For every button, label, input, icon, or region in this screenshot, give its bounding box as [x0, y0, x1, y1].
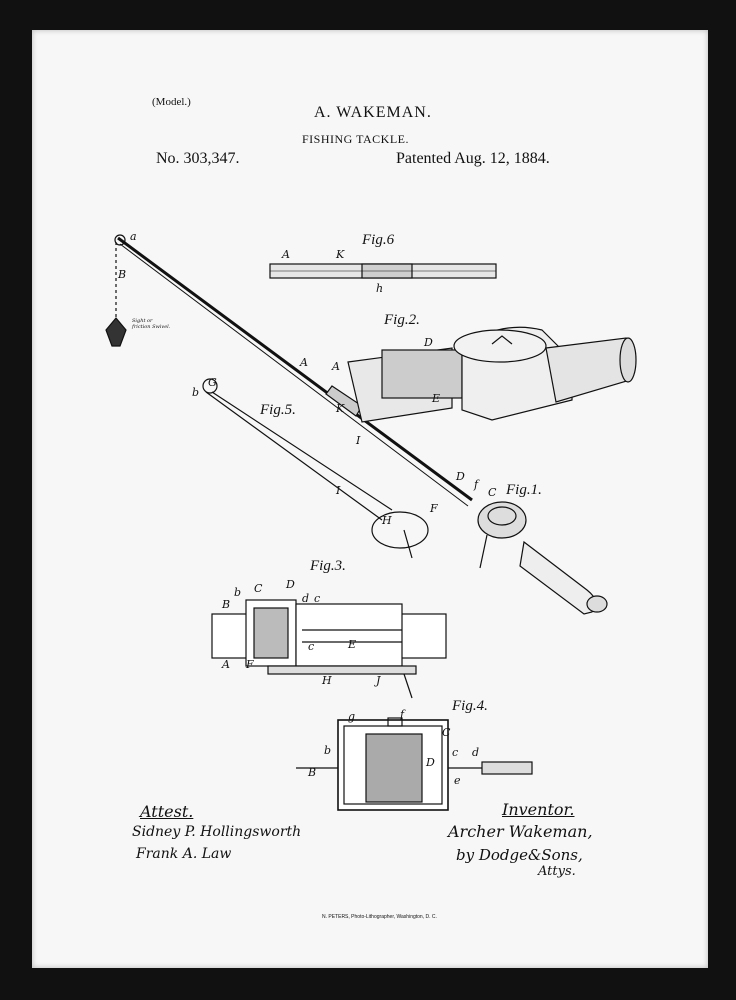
label-E-fig2: E: [432, 392, 441, 405]
label-I-fig5: I: [336, 484, 341, 497]
label-C-fig3: C: [254, 582, 263, 595]
patent-title: FISHING TACKLE.: [302, 132, 409, 146]
label-D-fig4: D: [426, 756, 435, 769]
label-B: B: [118, 268, 127, 281]
label-A-fig2: A: [332, 360, 340, 373]
label-C-fig4: C: [442, 726, 451, 739]
label-f-fig1: f: [474, 478, 479, 491]
inventor-name: A. WAKEMAN.: [314, 104, 432, 121]
fig4-caption: Fig.4.: [452, 698, 488, 714]
inventor-heading: Inventor.: [502, 800, 575, 819]
witness-signature-1: Sidney P. Hollingsworth: [132, 824, 302, 840]
fig4-drawing: [296, 718, 532, 810]
fig3-caption: Fig.3.: [310, 558, 346, 574]
label-f-fig4: f: [400, 708, 405, 721]
label-d-fig3: d: [302, 592, 310, 605]
fig6-drawing: [270, 264, 496, 278]
attest-heading: Attest.: [140, 802, 194, 821]
label-c-fig3-top: c: [314, 592, 321, 605]
label-K-fig6: K: [336, 248, 345, 261]
fig5-caption: Fig.5.: [260, 402, 296, 418]
attorneys-label: Attys.: [538, 864, 576, 879]
label-D-fig1: D: [456, 470, 465, 483]
label-e-fig4: e: [454, 774, 461, 787]
model-label: (Model.): [152, 96, 191, 108]
label-d-fig4: d: [472, 746, 480, 759]
label-A-rod: A: [300, 356, 308, 369]
label-b-fig5: b: [192, 386, 200, 399]
label-H-fig3: H: [322, 674, 332, 687]
label-I-rod: I: [356, 434, 361, 447]
patent-date: Patented Aug. 12, 1884.: [396, 150, 550, 167]
patent-number: No. 303,347.: [156, 150, 240, 167]
label-h: h: [376, 282, 384, 295]
patent-sheet: [32, 30, 708, 968]
inventor-signature: Archer Wakeman,: [448, 822, 593, 841]
label-G: G: [208, 376, 217, 389]
witness-signature-2: Frank A. Law: [136, 846, 232, 862]
label-J-fig3: J: [376, 674, 381, 687]
attorney-signature: by Dodge&Sons,: [456, 846, 583, 864]
fig2-drawing: [348, 327, 636, 422]
label-A-fig6: A: [282, 248, 290, 261]
fig1-caption: Fig.1.: [506, 482, 542, 498]
label-F-fig3: F: [246, 658, 254, 671]
label-C-fig1: C: [488, 486, 497, 499]
fishing-rod-drawing: [106, 235, 607, 614]
label-b-fig4: b: [324, 744, 332, 757]
label-B-fig3: B: [222, 598, 231, 611]
label-D-fig3: D: [286, 578, 295, 591]
label-K-rod: K: [336, 402, 345, 415]
lithographer-imprint: N. PETERS, Photo-Lithographer, Washington, D. C.: [322, 914, 437, 920]
label-a: a: [130, 230, 137, 243]
label-g-fig4: g: [348, 710, 356, 723]
label-H-fig5: H: [382, 514, 392, 527]
label-D-fig2: D: [424, 336, 433, 349]
fig6-caption: Fig.6: [362, 232, 395, 248]
label-sight-swivel: Sight or friction Swivel.: [132, 318, 171, 330]
label-B-fig4: B: [308, 766, 317, 779]
label-c-fig3: c: [308, 640, 315, 653]
label-A-fig3: A: [222, 658, 230, 671]
label-c-fig4: c: [452, 746, 459, 759]
fig2-caption: Fig.2.: [384, 312, 420, 328]
label-E-fig3: E: [348, 638, 357, 651]
label-b-fig3: b: [234, 586, 242, 599]
label-F-fig1: F: [430, 502, 438, 515]
